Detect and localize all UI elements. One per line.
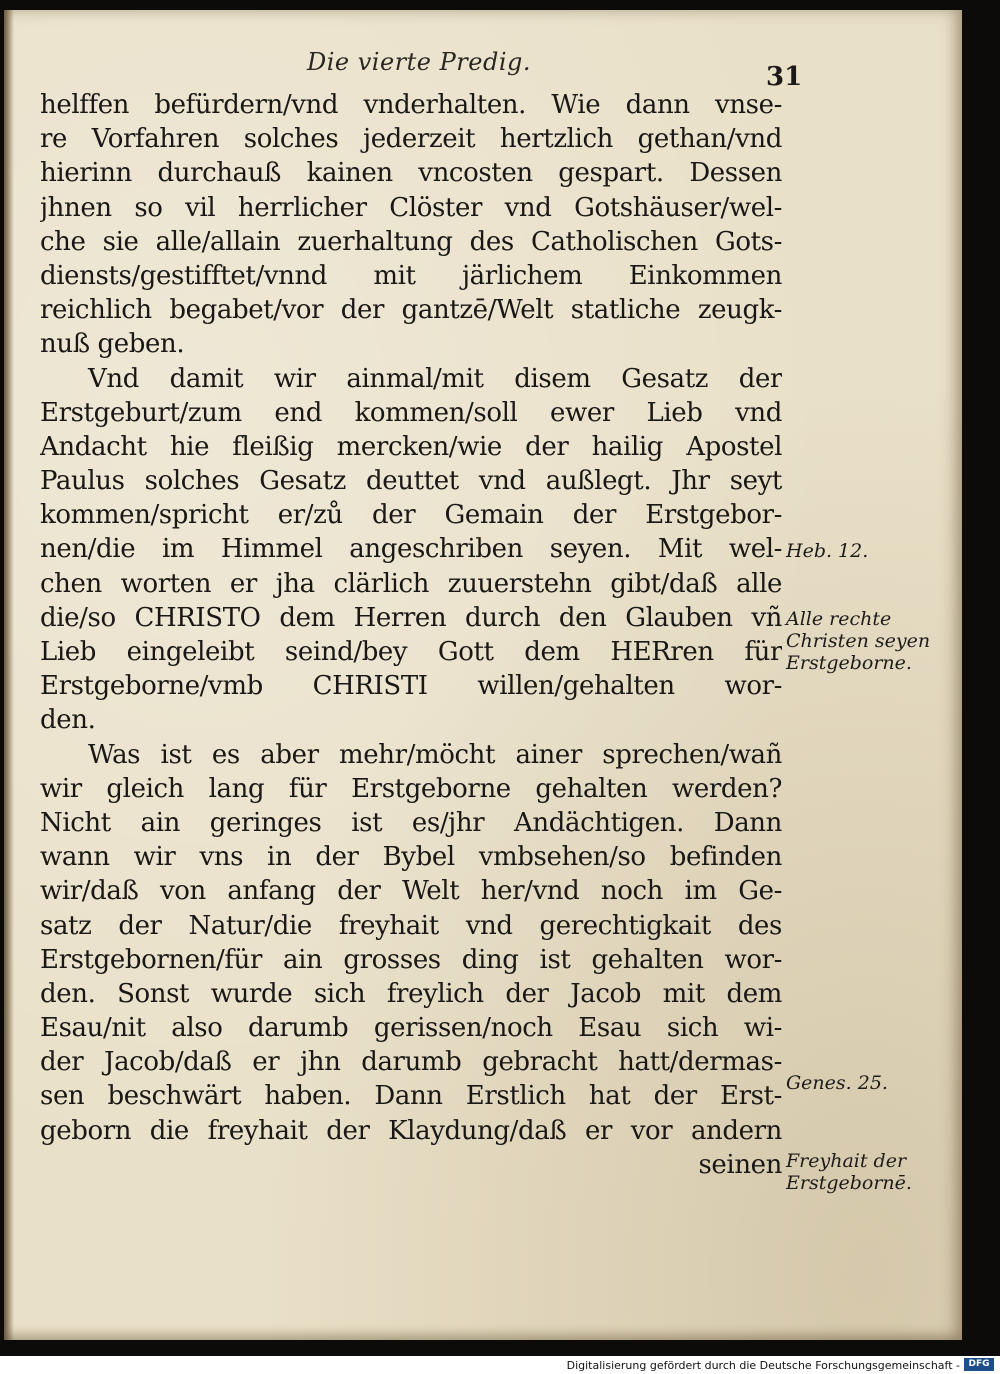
text-line: jhnen so vil herrlicher Clöster vnd Gotshäuser/wel- — [40, 192, 782, 223]
margin-note-line: Erstgebornē. — [786, 1172, 912, 1194]
margin-note-line: Erstgeborne. — [786, 652, 912, 674]
running-head: Die vierte Predig. — [307, 48, 531, 76]
text-line: nuß geben. — [40, 329, 185, 360]
margin-note-genes: Genes. 25. — [786, 1072, 888, 1094]
book-page — [4, 10, 962, 1340]
text-line: Esau/nit also darumb gerissen/noch Esau sich wi- — [40, 1013, 782, 1044]
text-line: Nicht ain geringes ist es/jhr Andächtigen. Dann — [40, 807, 782, 838]
text-line: reichlich begabet/vor der gantzē/Welt statliche zeugk- — [40, 295, 782, 326]
binding-edge — [4, 10, 14, 1340]
paragraph-start-line: Vnd damit wir ainmal/mit disem Gesatz der — [88, 363, 782, 394]
text-line: diensts/gestifftet/vnnd mit järlichem Einkommen — [40, 260, 782, 291]
text-line: nen/die im Himmel angeschriben seyen. Mit wel- — [40, 534, 782, 565]
text-line: wir/daß von anfang der Welt her/vnd noch im Ge- — [40, 876, 782, 907]
dfg-logo: DFG — [964, 1358, 994, 1371]
text-line: Paulus solches Gesatz deuttet vnd außlegt. Jhr seyt — [40, 466, 782, 497]
text-line: den. — [40, 705, 96, 736]
text-line: die/so CHRISTO dem Herren durch den Glauben vñ — [40, 602, 782, 633]
text-line: Erstgeborne/vmb CHRISTI willen/gehalten wor- — [40, 671, 782, 702]
margin-note-freyhait — [786, 1150, 936, 1194]
text-line: Lieb eingeleibt seind/bey Gott dem HERren für — [40, 637, 782, 667]
text-line: wann wir vns in der Bybel vmbsehen/so befinden — [40, 842, 782, 873]
text-line: re Vorfahren solches jederzeit hertzlich gethan/vnd — [40, 124, 782, 155]
text-line: der Jacob/daß er jhn darumb gebracht hatt/dermas- — [40, 1047, 782, 1078]
text-line: kommen/spricht er/zů der Gemain der Erstgebor- — [40, 500, 782, 531]
digitization-credit: Digitalisierung gefördert durch die Deutsche Forschungsgemeinschaft - — [566, 1359, 960, 1372]
text-line: geborn die freyhait der Klaydung/daß er vor andern — [40, 1115, 782, 1146]
text-line: Erstgebornen/für ain grosses ding ist gehalten wor- — [40, 944, 782, 975]
text-line: Erstgeburt/zum end kommen/soll ewer Lieb vnd — [40, 397, 782, 428]
catchword: seinen — [698, 1149, 782, 1180]
text-line: den. Sonst wurde sich freylich der Jacob mit dem — [40, 978, 782, 1009]
text-line: helffen befürdern/vnd vnderhalten. Wie dann vnse- — [40, 90, 782, 120]
text-line: wir gleich lang für Erstgeborne gehalten werden? — [40, 773, 782, 804]
text-line: chen worten er jha clärlich zuuerstehn gibt/daß alle — [40, 568, 782, 599]
paragraph-start-line: Was ist es aber mehr/möcht ainer sprechen/wañ — [88, 739, 782, 770]
margin-note-heb: Heb. 12. — [786, 540, 869, 562]
text-line: che sie alle/allain zuerhaltung des Catholischen Gots- — [40, 226, 782, 257]
margin-note-line: Alle rechte — [786, 608, 892, 630]
text-line: Andacht hie fleißig mercken/wie der hailig Apostel — [40, 431, 782, 462]
text-line: hierinn durchauß kainen vncosten gespart. Dessen — [40, 158, 782, 189]
text-line: satz der Natur/die freyhait vnd gerechtigkait des — [40, 910, 782, 941]
body-text — [40, 88, 782, 1182]
margin-note-line: Christen seyen — [786, 630, 931, 652]
text-line: sen beschwärt haben. Dann Erstlich hat der Erst- — [40, 1081, 782, 1112]
margin-note-line: Freyhait der — [786, 1150, 907, 1172]
page-number: 31 — [766, 62, 803, 92]
margin-note-christen — [786, 608, 936, 674]
